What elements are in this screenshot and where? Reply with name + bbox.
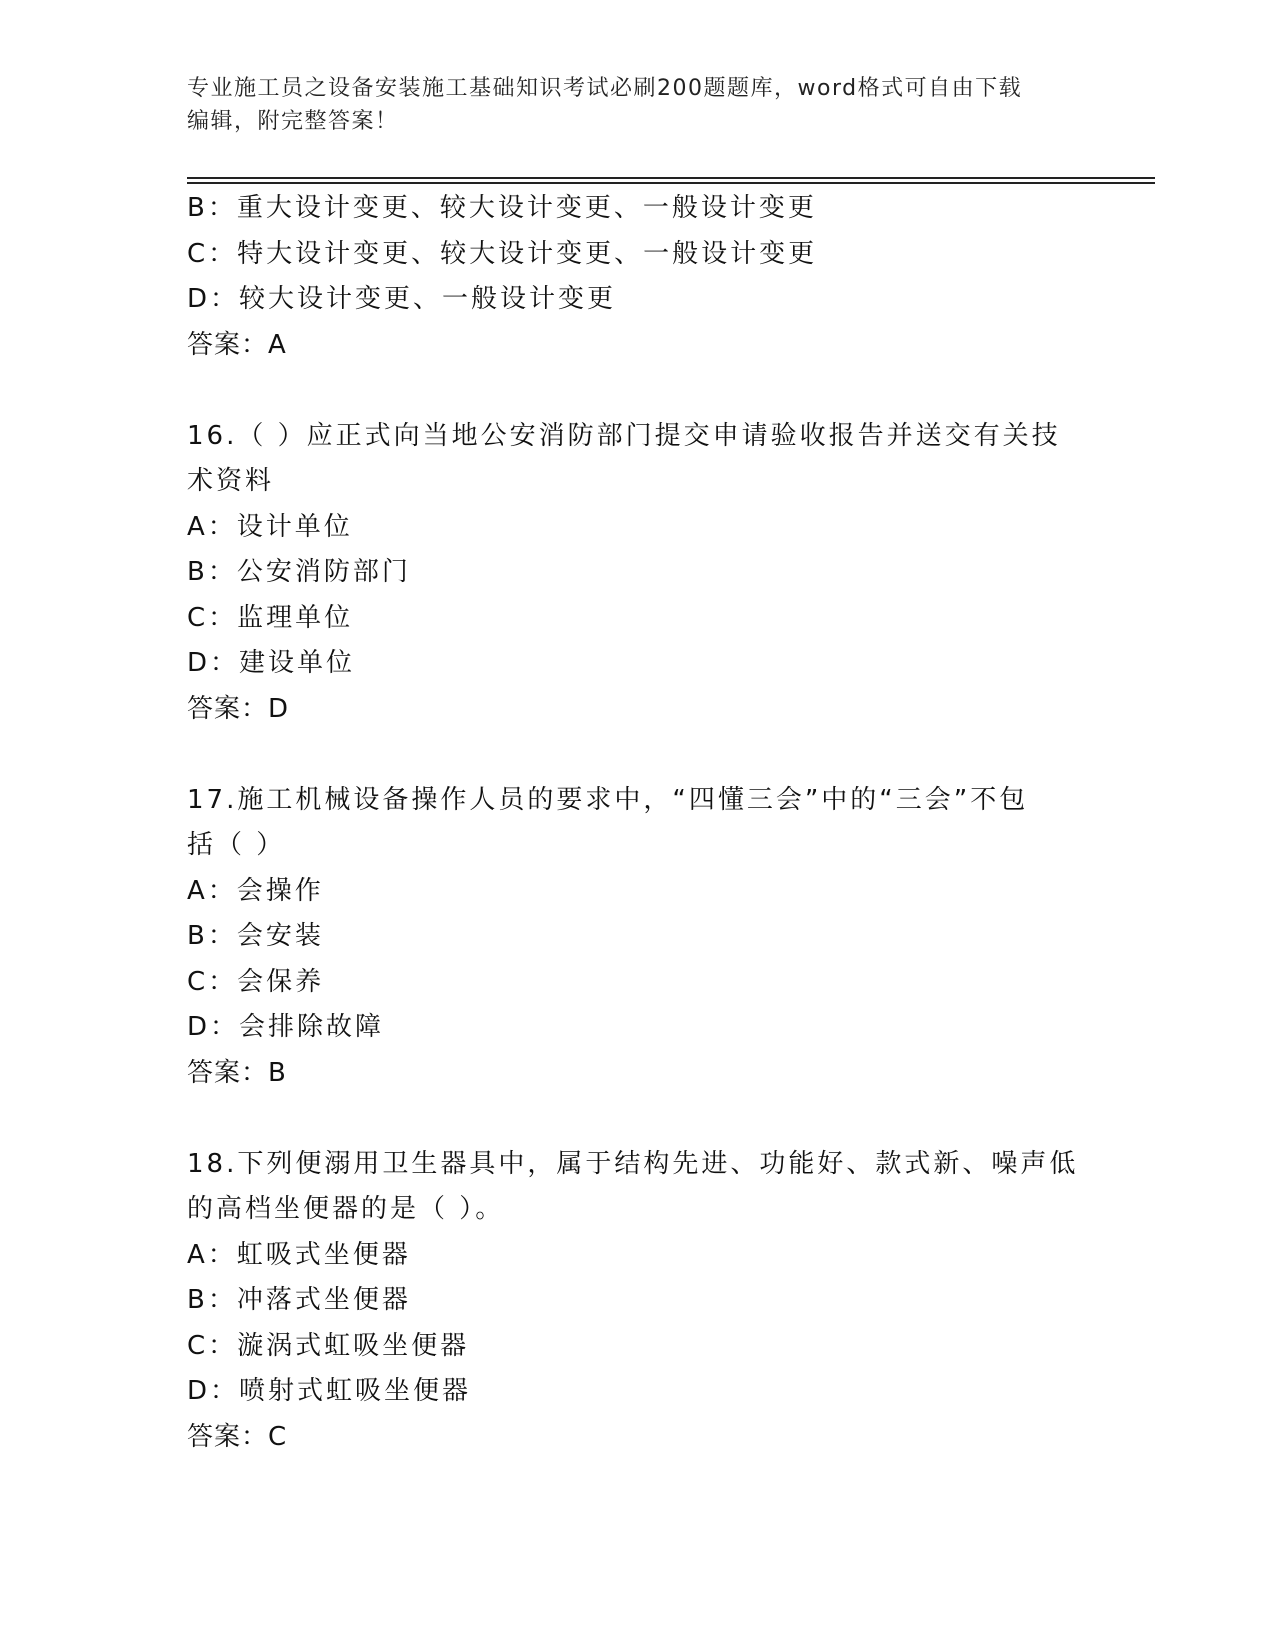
header-title-line1: 专业施工员之设备安装施工基础知识考试必刷200题题库，word格式可自由下载 <box>187 76 1023 101</box>
header-divider-bottom <box>187 182 1155 184</box>
question-stem-line1: 16.（ ）应正式向当地公安消防部门提交申请验收报告并送交有关技 <box>187 420 1061 451</box>
option-d: D：较大设计变更、一般设计变更 <box>187 284 617 314</box>
answer: 答案：A <box>187 329 287 360</box>
header-title-line2: 编辑，附完整答案！ <box>187 109 399 134</box>
option-d: D：建设单位 <box>187 648 356 678</box>
option-c: C：监理单位 <box>187 602 354 633</box>
header-divider-top <box>187 177 1155 179</box>
option-a: A：设计单位 <box>187 511 353 542</box>
option-d: D：会排除故障 <box>187 1012 385 1042</box>
document-header <box>187 72 1087 138</box>
option-c: C：漩涡式虹吸坐便器 <box>187 1330 470 1361</box>
question-stem-line2: 的高档坐便器的是（ ）。 <box>187 1194 505 1224</box>
question-18 <box>187 1142 1087 1461</box>
question-spacer <box>187 368 1087 414</box>
option-a: A：会操作 <box>187 875 324 906</box>
question-stem-line1: 17.施工机械设备操作人员的要求中，“四懂三会”中的“三会”不包 <box>187 784 1029 815</box>
question-list <box>187 186 1087 1460</box>
question-stem-line2: 括（ ） <box>187 830 286 860</box>
answer: 答案：B <box>187 1057 287 1088</box>
question-stem-line2: 术资料 <box>187 466 275 496</box>
option-c: C：会保养 <box>187 966 325 997</box>
question-15 <box>187 186 1087 368</box>
question-16 <box>187 414 1087 733</box>
option-b: B：重大设计变更、较大设计变更、一般设计变更 <box>187 193 817 223</box>
question-spacer <box>187 732 1087 778</box>
question-17 <box>187 778 1087 1097</box>
option-b: B：公安消防部门 <box>187 557 411 587</box>
answer: 答案：C <box>187 1421 288 1452</box>
answer: 答案：D <box>187 693 290 724</box>
option-b: B：会安装 <box>187 921 324 951</box>
option-d: D：喷射式虹吸坐便器 <box>187 1376 472 1406</box>
question-stem-line1: 18.下列便溺用卫生器具中，属于结构先进、功能好、款式新、噪声低 <box>187 1148 1079 1179</box>
option-c: C：特大设计变更、较大设计变更、一般设计变更 <box>187 238 818 269</box>
option-b: B：冲落式坐便器 <box>187 1285 411 1315</box>
option-a: A：虹吸式坐便器 <box>187 1239 411 1270</box>
question-spacer <box>187 1096 1087 1142</box>
